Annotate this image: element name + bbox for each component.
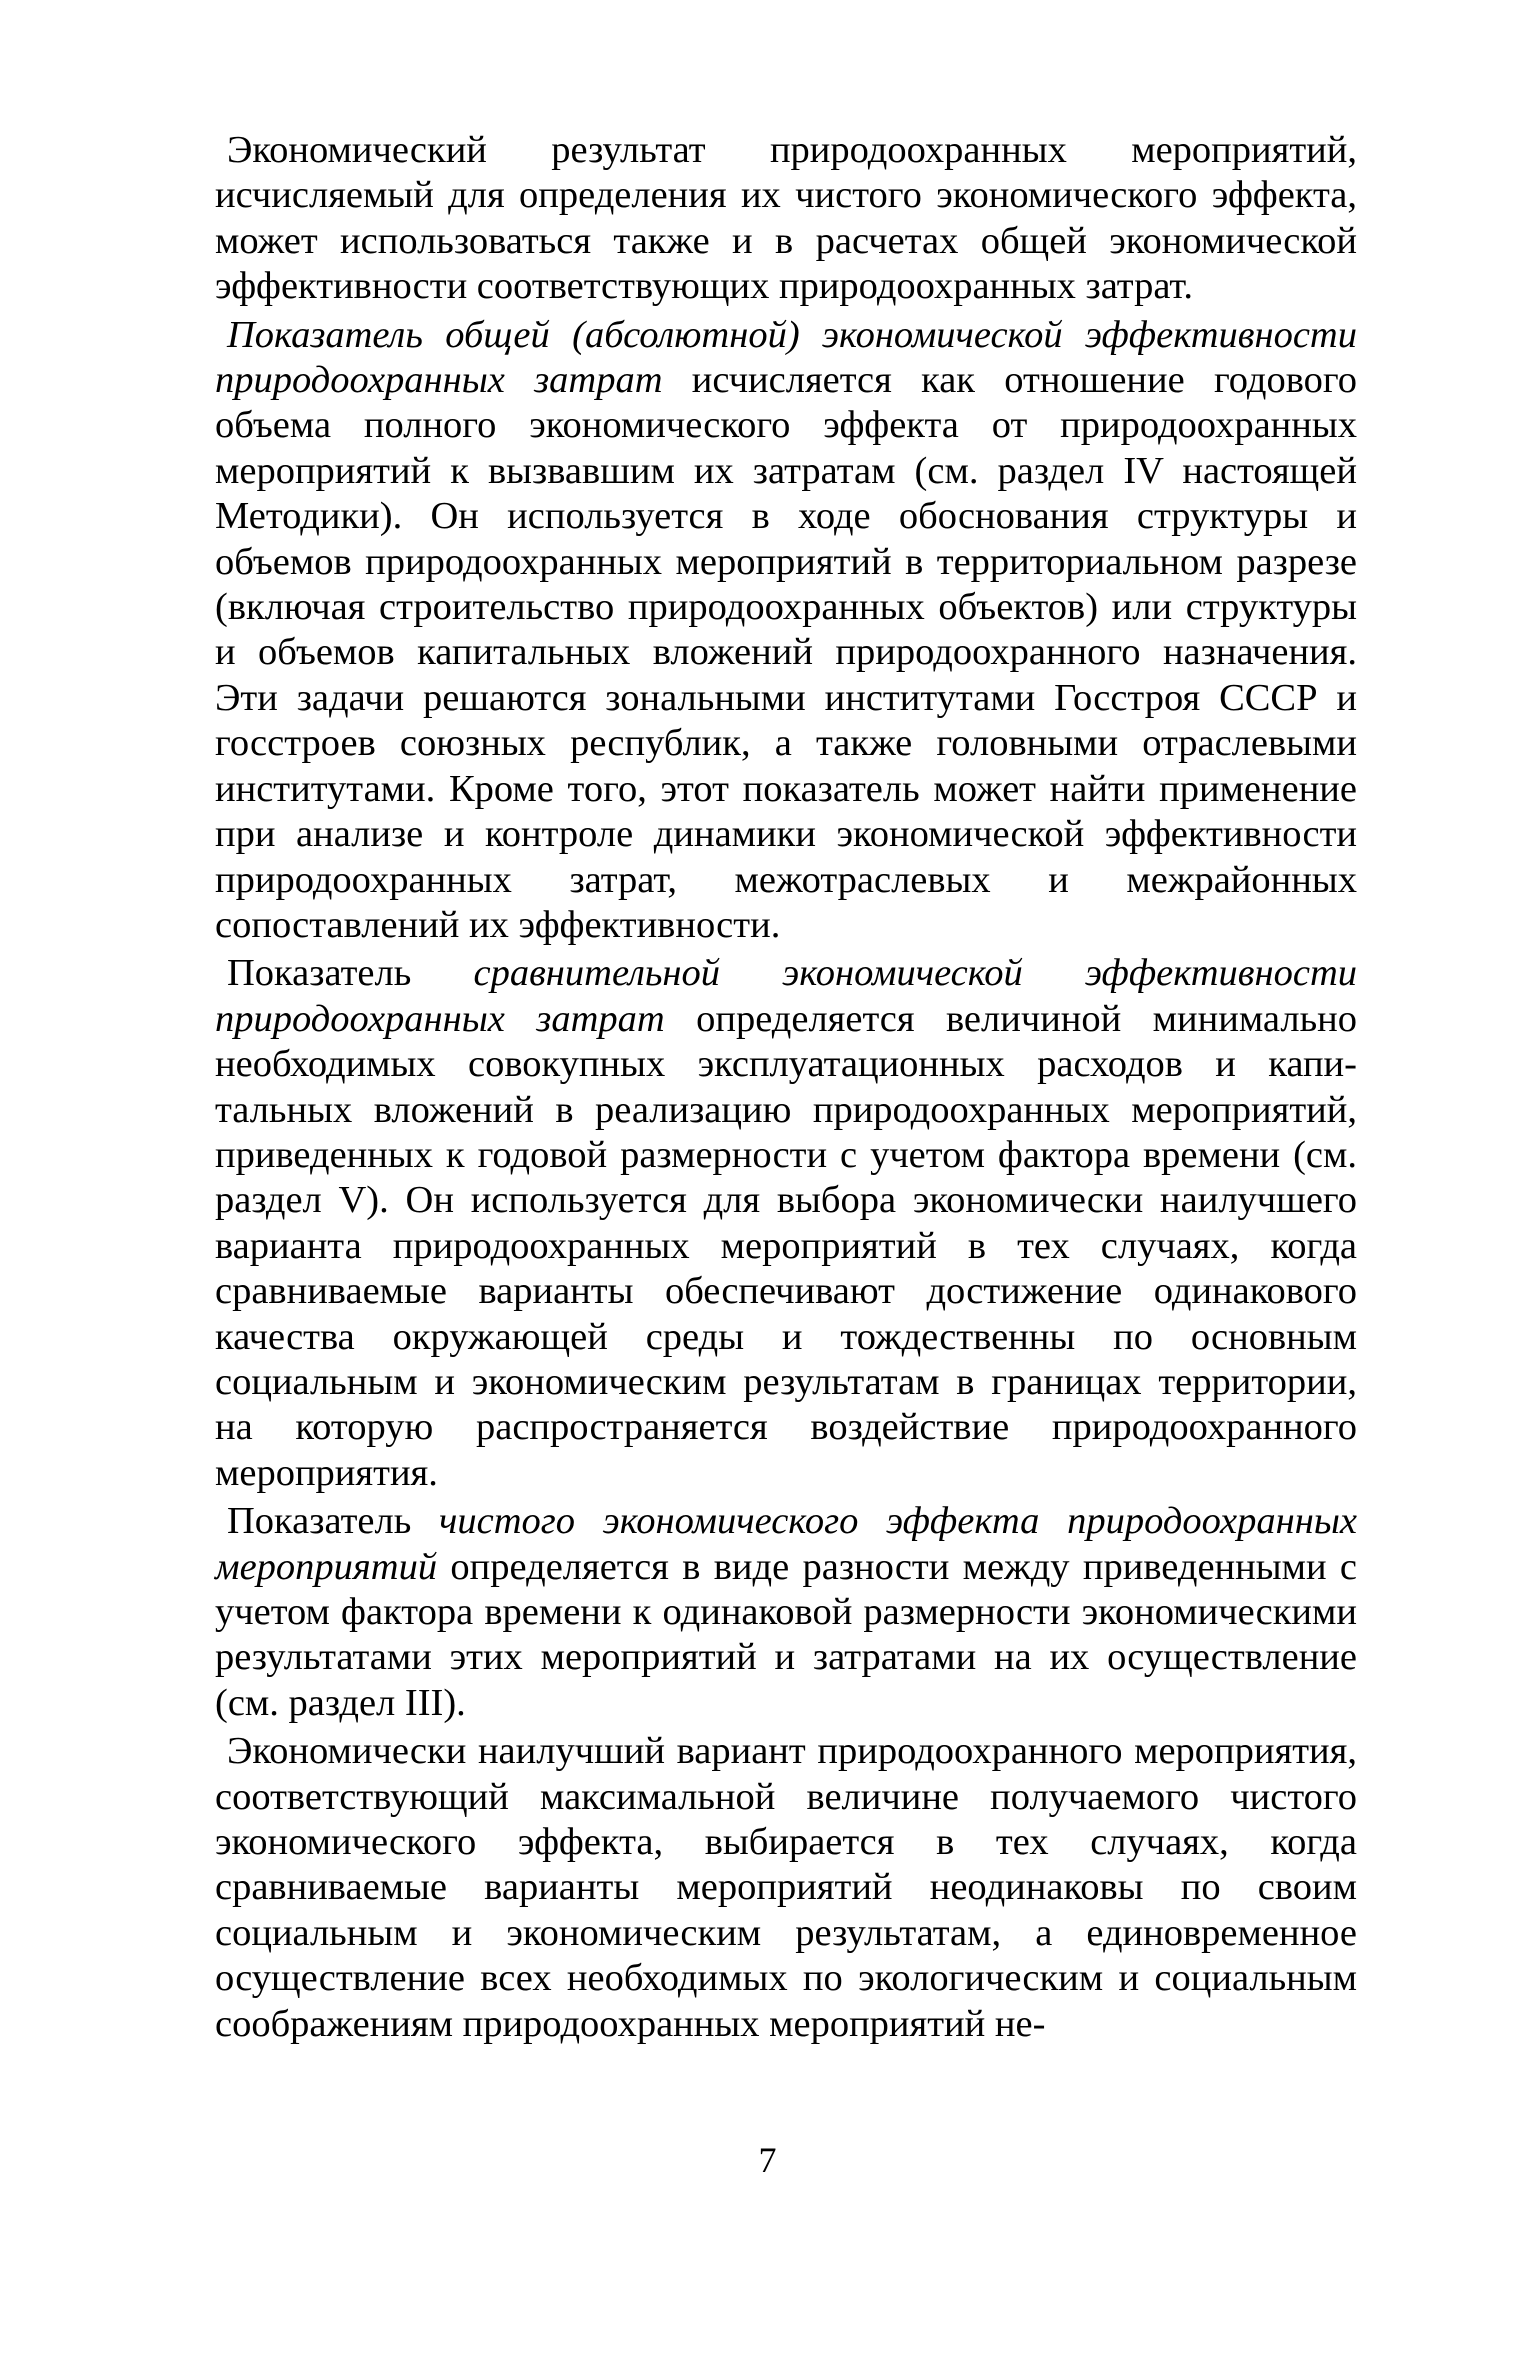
paragraph-4-italic-term: чистого экономического эффекта природоохранных мероприятий (215, 1500, 1357, 1588)
paragraph-4 (215, 1499, 1357, 1726)
paragraph-3-lead: Показатель (227, 952, 474, 995)
paragraph-4-lead: Показатель (227, 1500, 439, 1543)
page-number: 7 (758, 2140, 777, 2180)
paragraph-1 (215, 128, 1357, 310)
paragraph-3-italic-term: сравнительной экономической эффективности природоохранных затрат (215, 952, 1358, 1040)
paragraph-2-italic-term: Показатель общей (абсолютной) экономической эффективности природоохранных затрат (215, 313, 1357, 402)
paragraph-2 (215, 313, 1357, 949)
paragraph-4-text: определяется в виде разности между приведенными с учетом фактора времени к одинаковой размерности экономическими результатами этих мероприятий и затратами на их осуществление (см. раздел III). (215, 1545, 1357, 1724)
paragraph-3-text: определяется величиной минимально необходимых совокупных эксплуатационных расходов и капитальных вложений в реализацию природоохранных мероприятий, приведенных к годовой размерности с учетом фактора времени (см. раздел V). Он используется для выбора экономически наилучшего варианта природоохранных мероприятий в тех случаях, когда сравниваемые варианты обеспечивают достижение одинакового качества окружающей среды и тождественны по основным социальным и экономическим результатам в границах территории, на которую распространяется воздействие природоохранного мероприятия. (215, 997, 1357, 1494)
paragraph-3 (215, 951, 1357, 1496)
document-page (215, 128, 1357, 2228)
paragraph-5 (215, 1729, 1357, 2047)
paragraph-1-text: Экономический результат природоохранных мероприятий, исчисляемый для определения их чистого экономического эффекта, может использоваться также и в расчетах общей экономической эффективности соответствующих природоохранных затрат. (215, 129, 1357, 308)
paragraph-5-text: Экономически наилучший вариант природоохранного мероприятия, соответствующий максимальной величине получаемого чистого экономического эффекта, выбирается в тех случаях, когда сравниваемые варианты мероприятий неодинаковы по своим социальным и экономическим результатам, а единовременное осуществление всех необходимых по экологическим и социальным соображениям природоохранных мероприятий не- (215, 1730, 1357, 2045)
paragraph-2-text: исчисляется как отношение годового объема полного экономического эффекта от природоохранных мероприятий к вызвавшим их затратам (см. раздел IV настоящей Методики). Он используется в ходе обоснования структуры и объемов природоохранных мероприятий в территориальном разрезе (включая строительство природоохранных объектов) или структуры и объемов капитальных вложений природоохранного назначения. Эти задачи решаются зональными институтами Госстроя СССР и госстроев союзных республик, а также головными отраслевыми институтами. Кроме того, этот показатель может найти применение при анализе и контроле динамики экономической эффективности природоохранных затрат, межотраслевых и межрайонных сопоставлений их эффективности. (215, 359, 1358, 946)
